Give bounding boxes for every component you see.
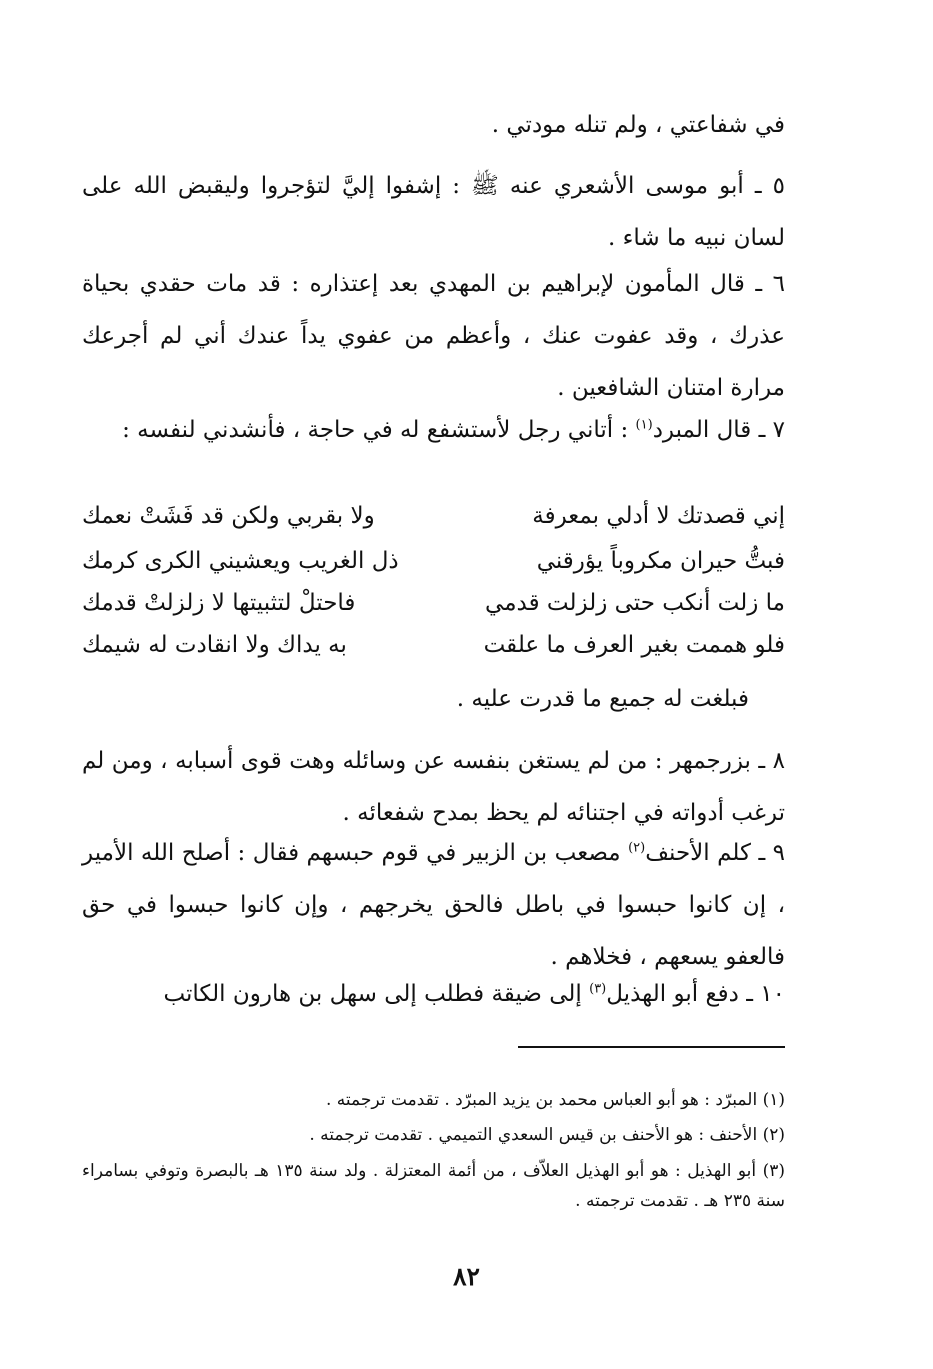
poem-line-4-second-hemistich: به يداك ولا انقادت له شيمك xyxy=(82,632,347,658)
paragraph-7-text-b: : أتاني رجل لأستشفع له في حاجة ، فأنشدني لنفسه : xyxy=(122,417,636,443)
paragraph-10-text-b: إلى ضيقة فطلب إلى سهل بن هارون الكاتب xyxy=(163,981,590,1007)
page-number: ٨٢ xyxy=(453,1262,480,1291)
paragraph-9-text-a: ٩ ـ كلم الأحنف xyxy=(645,840,785,866)
footnote-ref-1: (١) xyxy=(635,417,653,433)
paragraph-6: ٦ ـ قال المأمون لإبراهيم بن المهدي بعد إعتذاره : قد مات حقدي بحياة عذرك ، وقد عفوت عنك ، وأعظم من عفوي يداً عندك أني لم أجرعك مرارة امتنان الشافعين . xyxy=(82,271,785,401)
poem-line-4-first-hemistich: فلو هممت بغير العرف ما علقت xyxy=(483,632,785,658)
paragraph-continuation: في شفاعتي ، ولم تنله مودتي . xyxy=(491,112,785,138)
footnote-3: (٣) أبو الهذيل : هو أبو الهذيل العلاّف ، من أئمة المعتزلة . ولد سنة ١٣٥ هـ بالبصرة وتوفي بسامراء سنة ٢٣٥ هـ . تقدمت ترجمته . xyxy=(82,1161,786,1211)
paragraph-7 xyxy=(82,404,785,456)
poem-line-3-second-hemistich: فاحتلْ لتثبيتها لا زلزلتْ قدمك xyxy=(82,590,356,616)
poem-line-3-first-hemistich: ما زلت أنكب حتى زلزلت قدمي xyxy=(485,590,785,616)
poem-line-2-first-hemistich: فبتُّ حيران مكروباً يؤرقني xyxy=(536,548,785,574)
paragraph-5: ٥ ـ أبو موسى الأشعري عنه ﷺ : إشفوا إليَّ لتؤجروا وليقبض الله على لسان نبيه ما شاء . xyxy=(82,173,785,251)
paragraph-10-text-a: ١٠ ـ دفع أبو الهذيل xyxy=(606,981,785,1007)
poem-line-1-second-hemistich: ولا بقربي ولكن قد فَشَتْ نعمك xyxy=(82,503,375,529)
paragraph-after-poem: فبلغت له جميع ما قدرت عليه . xyxy=(456,686,749,712)
footnote-ref-3: (٣) xyxy=(589,981,607,997)
poem-line-2-second-hemistich: ذل الغريب ويعشيني الكرى كرمك xyxy=(82,548,399,574)
paragraph-8: ٨ ـ بزرجمهر : من لم يستغن بنفسه عن وسائله وهت قوى أسبابه ، ومن لم ترغب أدواته في اجتنائه لم يحظ بمدح شفعائه . xyxy=(82,748,785,826)
paragraph-9-text-b: مصعب بن الزبير في قوم حبسهم فقال : أصلح الله الأمير ، إن كانوا حبسوا في باطل فالحق يخرجهم ، وإن كانوا حبسوا في حق فالعفو يسعهم ، فخلاهم . xyxy=(82,840,785,970)
paragraph-7-text-a: ٧ ـ قال المبرد xyxy=(652,417,785,443)
paragraph-9 xyxy=(82,827,785,983)
footnote-separator xyxy=(518,1046,785,1048)
footnote-2: (٢) الأحنف : هو الأحنف بن قيس السعدي التميمي . تقدمت ترجمته . xyxy=(309,1125,785,1145)
footnote-ref-2: (٢) xyxy=(628,840,646,856)
poem-line-1-first-hemistich: إني قصدتك لا أدلي بمعرفة xyxy=(532,503,785,529)
paragraph-10 xyxy=(82,968,785,1020)
footnote-1: (١) المبرّد : هو أبو العباس محمد بن يزيد المبرّد . تقدمت ترجمته . xyxy=(326,1090,785,1110)
